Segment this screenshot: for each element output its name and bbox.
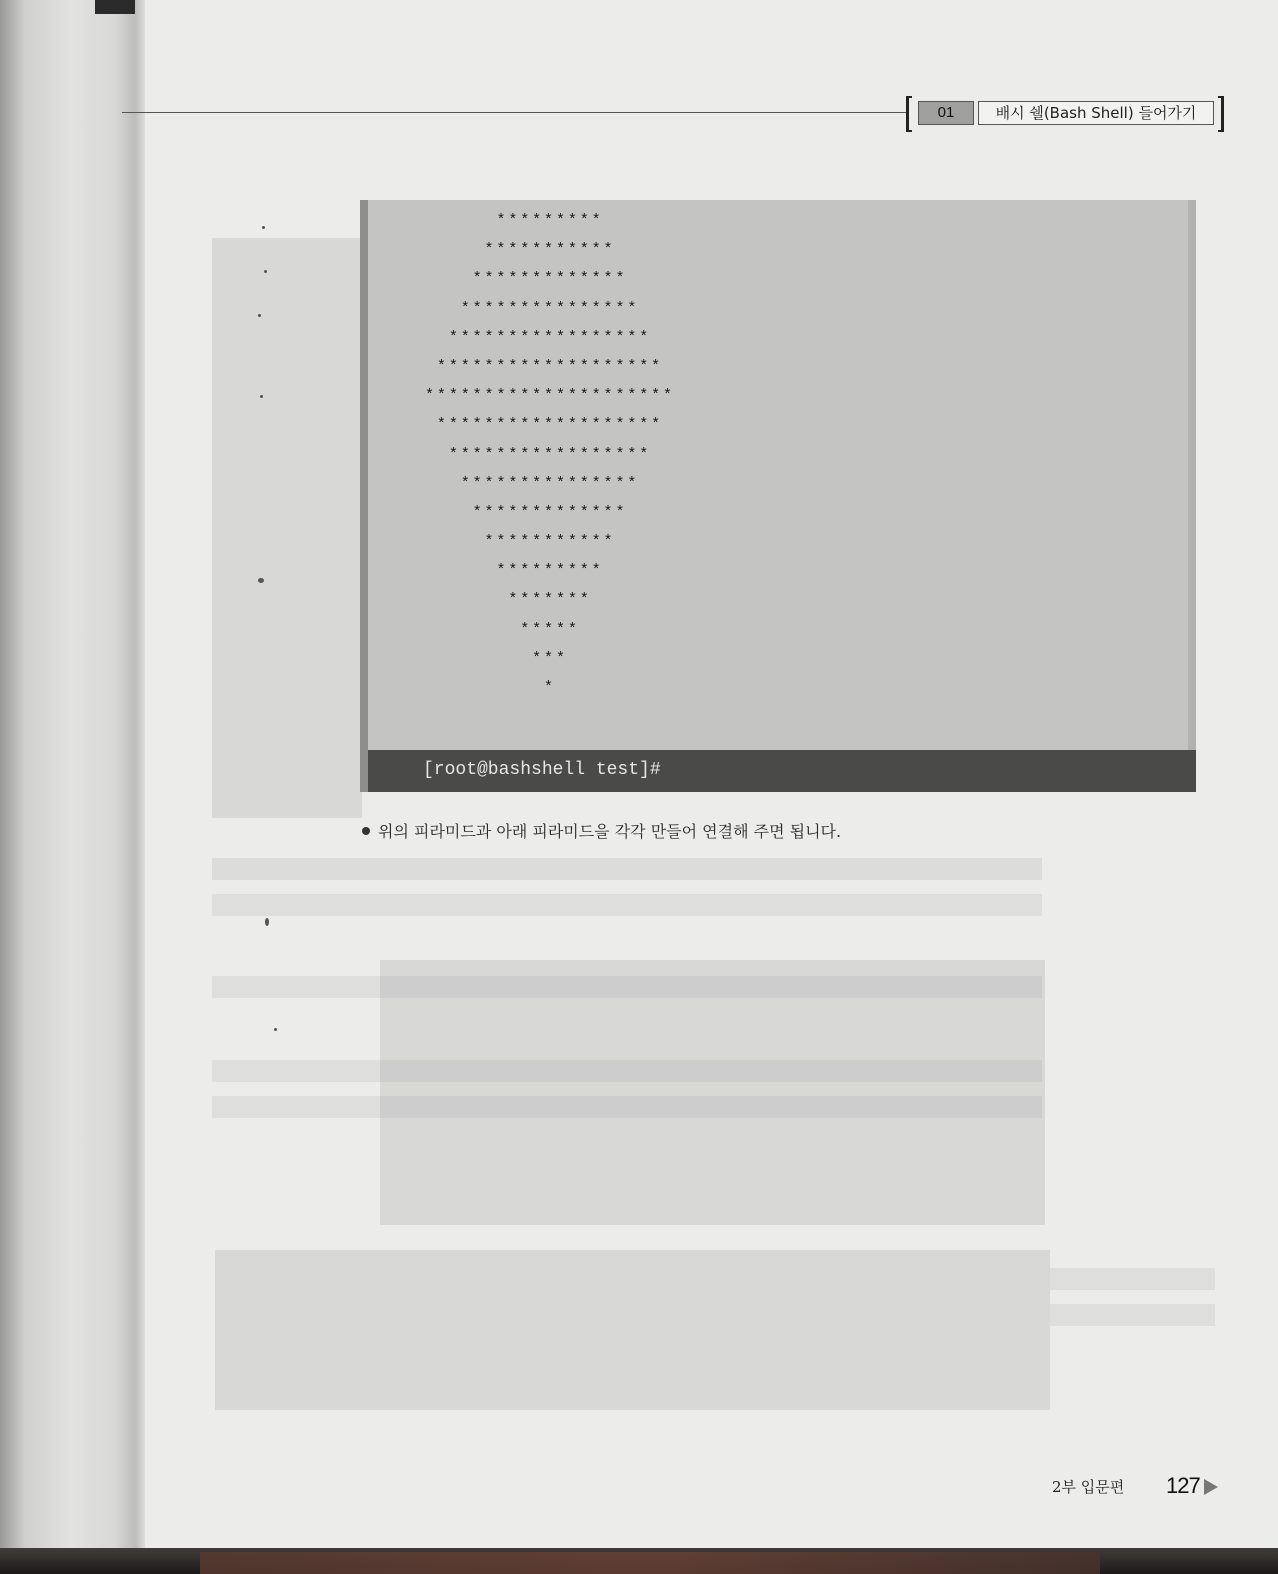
bullet-icon bbox=[362, 827, 370, 835]
shell-prompt: [root@bashshell test]# bbox=[423, 760, 661, 780]
bleed-through-block bbox=[212, 238, 362, 818]
pyramid-line: ***************** bbox=[448, 445, 652, 463]
bleed-through-line bbox=[1050, 1304, 1215, 1326]
print-speck bbox=[264, 270, 267, 273]
pyramid-line: ********* bbox=[496, 562, 604, 580]
pyramid-line: *** bbox=[532, 649, 568, 667]
pyramid-line: * bbox=[544, 679, 556, 696]
pyramid-line: ******************* bbox=[436, 416, 664, 434]
pyramid-line: ********************* bbox=[425, 387, 675, 405]
pyramid-line: *************** bbox=[460, 474, 640, 492]
pyramid-line: ******************* bbox=[436, 357, 664, 375]
print-speck bbox=[260, 395, 263, 398]
print-speck bbox=[258, 578, 264, 583]
bleed-through-line bbox=[1050, 1268, 1215, 1290]
footer-part-label: 2부 입문편 bbox=[1052, 1478, 1125, 1496]
page-number: 127 bbox=[1166, 1473, 1200, 1498]
bleed-through-line bbox=[212, 1096, 1042, 1118]
pyramid-line: *********** bbox=[484, 533, 616, 551]
header-bracket-left bbox=[906, 96, 912, 132]
terminal-screenshot bbox=[360, 200, 1196, 792]
print-speck bbox=[274, 1028, 277, 1031]
terminal-edge bbox=[1188, 200, 1196, 792]
chapter-title: 배시 쉘(Bash Shell) 들어가기 bbox=[978, 101, 1214, 125]
bleed-through-line bbox=[212, 1060, 1042, 1082]
pyramid-line: ********* bbox=[496, 212, 604, 229]
pyramid-line: ************* bbox=[472, 503, 628, 521]
bleed-through-line bbox=[212, 894, 1042, 916]
figure-caption bbox=[362, 820, 841, 844]
bleed-through-block bbox=[380, 960, 1045, 1225]
print-speck bbox=[262, 226, 265, 229]
pyramid-line: ************* bbox=[472, 270, 628, 288]
caption-text: 위의 피라미드과 아래 피라미드을 각각 만들어 연결해 주면 됩니다. bbox=[378, 822, 842, 841]
bottom-edge-tint bbox=[200, 1552, 1100, 1574]
header-rule bbox=[122, 112, 908, 113]
pyramid-line: *********** bbox=[484, 241, 616, 259]
bleed-through-line bbox=[212, 976, 1042, 998]
pyramid-output bbox=[420, 206, 680, 702]
pyramid-line: ***** bbox=[520, 620, 580, 638]
print-speck bbox=[265, 918, 269, 926]
terminal-prompt-bar bbox=[368, 750, 1196, 792]
print-speck bbox=[258, 314, 261, 317]
next-arrow-icon bbox=[1204, 1479, 1218, 1495]
chapter-number: 01 bbox=[918, 101, 974, 125]
top-edge-shadow bbox=[95, 0, 135, 14]
header-bracket-right bbox=[1218, 96, 1224, 132]
book-binding-shadow bbox=[0, 0, 145, 1574]
bleed-through-block bbox=[215, 1250, 1050, 1410]
bleed-through-line bbox=[212, 858, 1042, 880]
pyramid-line: ******* bbox=[508, 591, 592, 609]
pyramid-line: ***************** bbox=[448, 328, 652, 346]
chapter-header bbox=[906, 96, 1224, 132]
pyramid-line: *************** bbox=[460, 299, 640, 317]
